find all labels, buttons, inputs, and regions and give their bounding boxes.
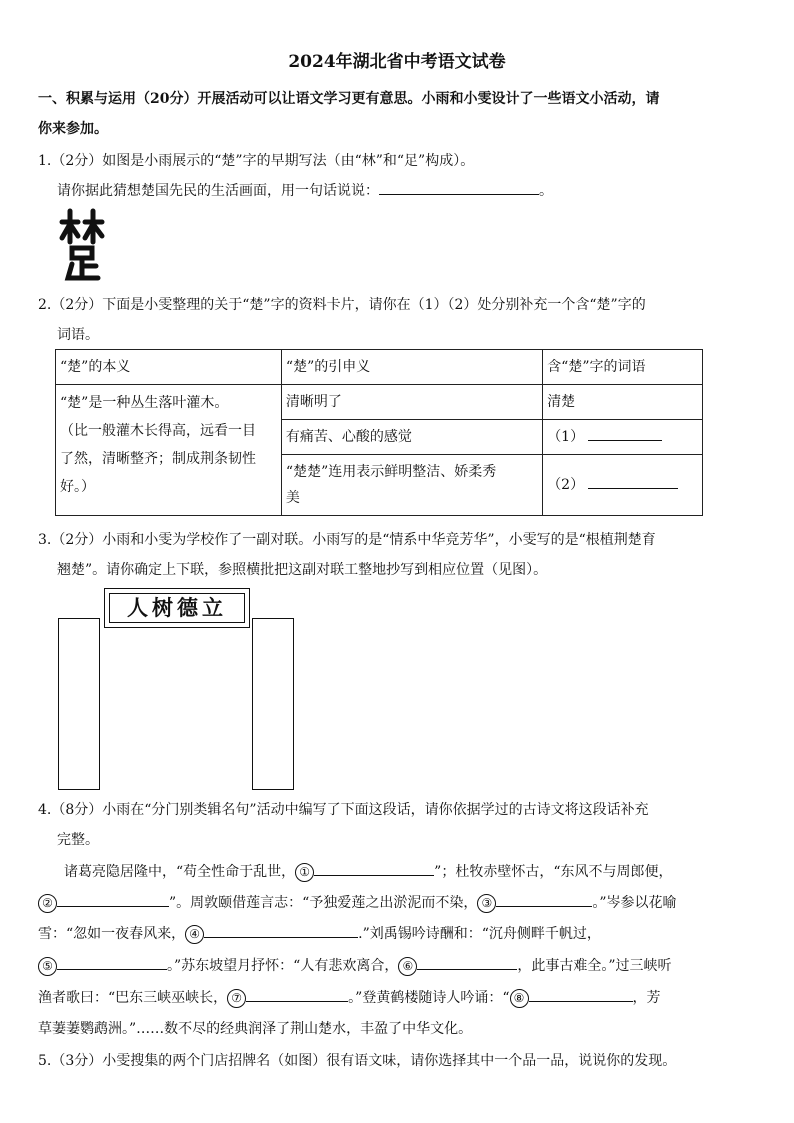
q2-stem-cont: 词语。 [57, 327, 99, 343]
q5-stem: 5.（3分）小雯搜集的两个门店招牌名（如图）很有语文味，请你选择其中一个品一品，说说你的发现。 [38, 1053, 677, 1069]
blank-marker: ⑧ [510, 989, 529, 1008]
q4-paragraph-line1 [64, 861, 672, 882]
couplet-banner [104, 588, 250, 628]
banner-text: 人树德立 [109, 593, 245, 623]
yinshen-cell [281, 455, 542, 516]
q4-blank-7[interactable] [246, 987, 348, 1002]
couplet-right-pillar[interactable] [252, 618, 294, 790]
q4-paragraph-line2 [38, 892, 677, 913]
yinshen-line: 美 [285, 490, 300, 506]
page-title: 2024年湖北省中考语文试卷 [288, 52, 506, 72]
blank-label-1: （1） [547, 429, 585, 445]
q4-blank-5[interactable] [57, 955, 167, 970]
section-heading-line1: 一、积累与运用（20分）开展活动可以让语文学习更有意思。小雨和小雯设计了一些语文小活动，请 [38, 91, 660, 107]
q2-blank-1[interactable] [588, 426, 662, 441]
q4-text: 渔者歌曰：“巴东三峡巫峡长， [38, 990, 228, 1006]
q4-blank-3[interactable] [496, 892, 592, 907]
q1-stem: 1.（2分）如图是小雨展示的“楚”字的早期写法（由“林”和“足”构成）。 [38, 153, 475, 169]
q4-text: ，芳 [632, 990, 661, 1006]
blank-marker: ⑦ [227, 989, 246, 1008]
q4-text: 雪：“忽如一夜春风来， [38, 926, 186, 942]
word-cell-blank [543, 420, 703, 455]
q4-text: ”。周敦颐借莲言志：“予独爱莲之出淤泥而不染， [169, 895, 478, 911]
yinshen-cell: 清晰明了 [281, 385, 542, 420]
benyi-line: “楚”是一种丛生落叶灌木。 [60, 395, 229, 411]
blank-marker: ② [38, 894, 57, 913]
q4-blank-2[interactable] [57, 892, 169, 907]
table-row [56, 385, 703, 420]
q2-blank-2[interactable] [588, 474, 678, 489]
q4-text: 诸葛亮隐居隆中，“苟全性命于乱世， [64, 864, 296, 880]
q4-text: ，此事古难全。”过三峡听 [517, 958, 672, 974]
q3-stem: 3.（2分）小雨和小雯为学校作了一副对联。小雨写的是“情系中华竞芳华”，小雯写的是“根植荆楚育 [38, 532, 656, 548]
section-heading-line2: 你来参加。 [38, 121, 108, 137]
word-cell-blank [543, 455, 703, 516]
couplet-left-pillar[interactable] [58, 618, 100, 790]
q4-paragraph-line6: 草萋萋鹦鹉洲。”……数不尽的经典润泽了荆山楚水，丰盈了中华文化。 [38, 1021, 473, 1037]
q4-text: ”；杜牧赤壁怀古，“东风不与周郎便， [434, 864, 673, 880]
blank-marker: ① [295, 863, 314, 882]
blank-marker: ⑤ [38, 957, 57, 976]
blank-marker: ④ [185, 925, 204, 944]
chu-info-card-table [55, 349, 703, 516]
yinshen-line: “楚楚”连用表示鲜明整洁、娇柔秀 [285, 464, 497, 480]
q4-paragraph-line3 [38, 923, 601, 944]
q4-text: 。”苏东坡望月抒怀：“人有悲欢离合， [167, 958, 399, 974]
q4-paragraph-line4 [38, 955, 672, 976]
word-cell: 清楚 [543, 385, 703, 420]
blank-marker: ③ [477, 894, 496, 913]
q4-text: .”刘禹锡吟诗酬和：“沉舟侧畔千帆过， [358, 926, 601, 942]
q3-stem-cont: 翘楚”。请你确定上下联，参照横批把这副对联工整地抄写到相应位置（见图）。 [57, 562, 548, 578]
q4-blank-8[interactable] [529, 987, 633, 1002]
q4-text: 。”登黄鹤楼随诗人吟诵：“ [348, 990, 510, 1006]
q4-blank-4[interactable] [204, 923, 358, 938]
q1-answer-blank[interactable] [379, 180, 539, 195]
q2-stem: 2.（2分）下面是小雯整理的关于“楚”字的资料卡片，请你在（1）（2）处分别补充一个含“楚”字的 [38, 297, 646, 313]
q4-stem: 4.（8分）小雨在“分门别类辑名句”活动中编写了下面这段话，请你依据学过的古诗文将这段话补充 [38, 802, 649, 818]
q1-prompt-text: 请你据此猜想楚国先民的生活画面，用一句话说说： [57, 183, 379, 199]
q4-paragraph-line5 [38, 987, 661, 1008]
header-benyi: “楚”的本义 [56, 350, 282, 385]
benyi-line: （比一般灌木长得高，远看一目 [60, 423, 256, 439]
q4-blank-6[interactable] [417, 955, 517, 970]
q4-blank-1[interactable] [314, 861, 434, 876]
q1-prompt [57, 180, 553, 200]
table-header-row [56, 350, 703, 385]
benyi-line: 好。） [60, 479, 95, 495]
blank-marker: ⑥ [398, 957, 417, 976]
benyi-line: 了然，清晰整齐；制成荆条韧性 [60, 451, 256, 467]
header-yinshen: “楚”的引申义 [281, 350, 542, 385]
q1-prompt-end: 。 [539, 183, 553, 199]
blank-label-2: （2） [547, 477, 585, 493]
seal-script-chu-image [58, 208, 106, 282]
header-word: 含“楚”字的词语 [543, 350, 703, 385]
q4-text: 。”岑参以花喻 [592, 895, 677, 911]
yinshen-cell: 有痛苦、心酸的感觉 [281, 420, 542, 455]
benyi-cell [56, 385, 282, 516]
q4-stem-cont: 完整。 [57, 832, 99, 848]
